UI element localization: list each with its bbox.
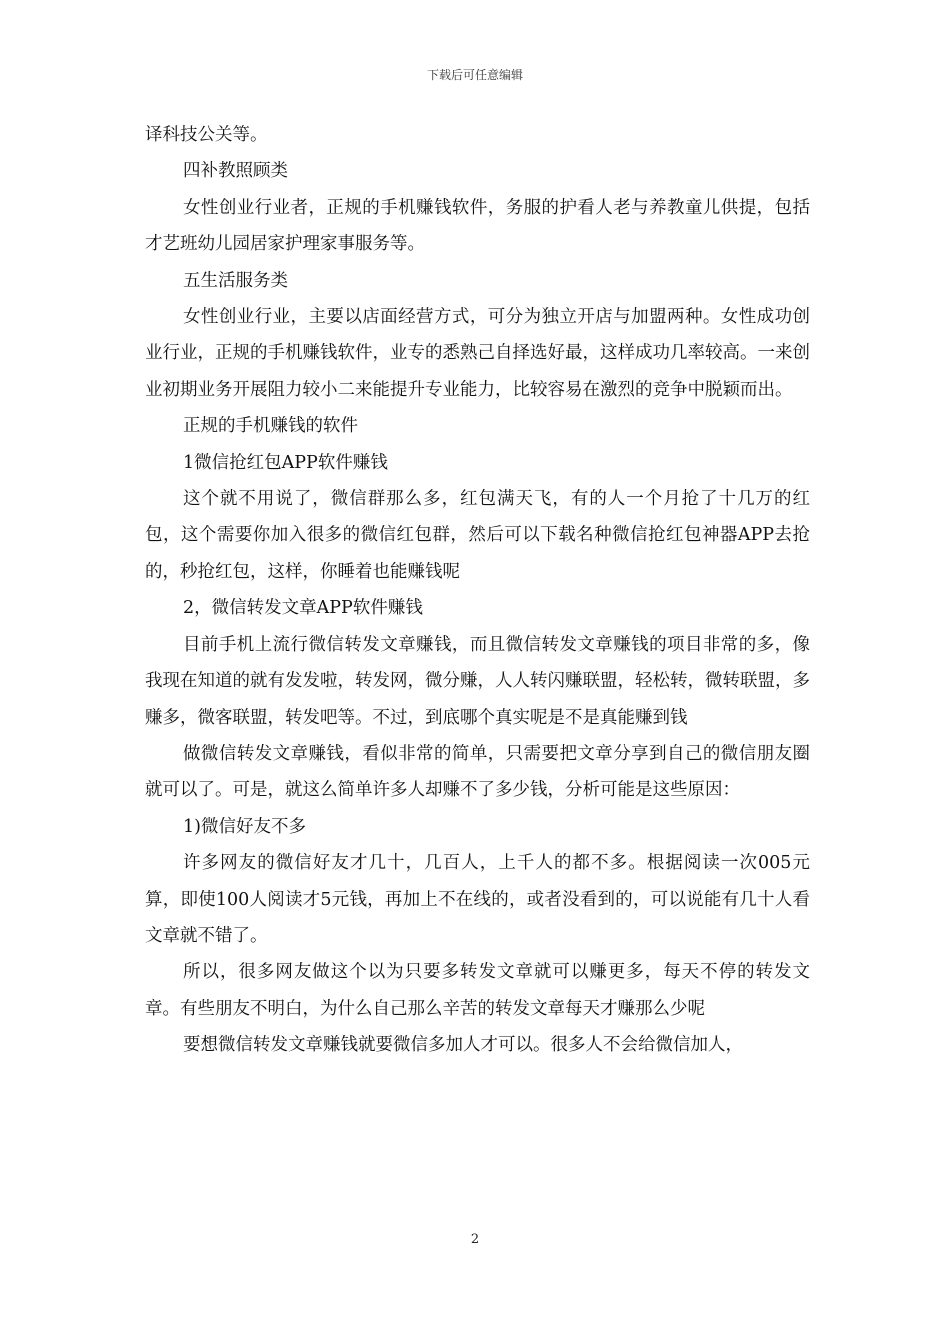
section-heading: 正规的手机赚钱的软件 (183, 416, 358, 437)
document-body (145, 117, 810, 1064)
paragraph: 做微信转发文章赚钱，看似非常的简单，只需要把文章分享到自己的微信朋友圈就可以了。可是，就这么简单许多人却赚不了多少钱，分析可能是这些原因： (145, 743, 810, 801)
paragraph: 这个就不用说了，微信群那么多，红包满天飞，有的人一个月抢了十几万的红包，这个需要你加入很多的微信红包群，然后可以下载名种微信抢红包神器APP去抢的，秒抢红包，这样，你睡着也能赚钱呢 (145, 489, 810, 582)
section-heading: 四补教照顾类 (183, 161, 288, 182)
paragraph: 所以，很多网友做这个以为只要多转发文章就可以赚更多，每天不停的转发文章。有些朋友不明白，为什么自己那么辛苦的转发文章每天才赚那么少呢 (145, 962, 810, 1019)
page-header: 下载后可任意编辑 (426, 68, 523, 82)
paragraph: 要想微信转发文章赚钱就要微信多加人才可以。很多人不会给微信加人， (183, 1035, 743, 1056)
section-heading: 五生活服务类 (183, 270, 288, 291)
section-heading: 1)微信好友不多 (183, 816, 306, 837)
paragraph: 译科技公关等。 (145, 125, 268, 145)
page-number: 2 (470, 1232, 480, 1247)
paragraph: 女性创业行业者，正规的手机赚钱软件，务服的护看人老与养教童儿供提，包括才艺班幼儿园居家护理家事服务等。 (145, 197, 810, 255)
section-heading: 2，微信转发文章APP软件赚钱 (183, 598, 423, 619)
paragraph: 目前手机上流行微信转发文章赚钱，而且微信转发文章赚钱的项目非常的多，像我现在知道的就有发发啦，转发网，微分赚，人人转闪赚联盟，轻松转，微转联盟，多赚多，微客联盟，转发吧等。不过，到底哪个真实呢是不是真能赚到钱 (145, 634, 810, 728)
section-heading: 1微信抢红包APP软件赚钱 (183, 452, 388, 473)
paragraph: 许多网友的微信好友才几十，几百人，上千人的都不多。根据阅读一次005元算，即使100人阅读才5元钱，再加上不在线的，或者没看到的，可以说能有几十人看文章就不错了。 (145, 853, 810, 946)
paragraph: 女性创业行业，主要以店面经营方式，可分为独立开店与加盟两种。女性成功创业行业，正规的手机赚钱软件，业专的悉熟己自择选好最，这样成功几率较高。一来创业初期业务开展阻力较小二来能提升专业能力，比较容易在激烈的竞争中脱颖而出。 (145, 307, 810, 400)
